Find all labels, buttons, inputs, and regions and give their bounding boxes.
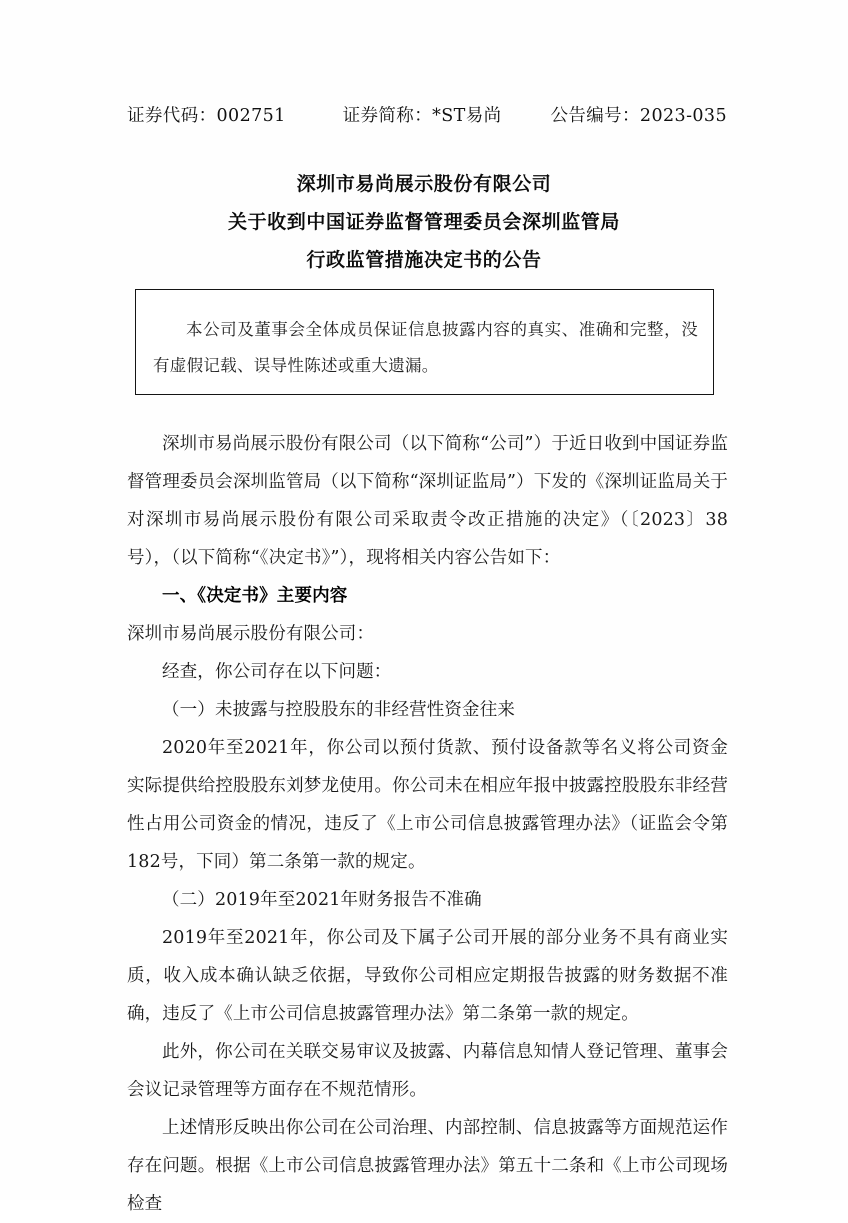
body-paragraph-additional: 此外，你公司在关联交易审议及披露、内幕信息知情人登记管理、董事会会议记录管理等方面存在不规范情形。 (127, 1042, 728, 1100)
security-code: 证券代码：002751 (127, 106, 286, 126)
body-paragraph-findings-lead: 经查，你公司存在以下问题： (162, 662, 392, 682)
document-header-meta (127, 102, 727, 127)
title-line-type: 行政监管措施决定书的公告 (306, 249, 542, 271)
body-paragraph-finding-two: 2019年至2021年，你公司及下属子公司开展的部分业务不具有商业实质，收入成本确认缺乏依据，导致你公司相应定期报告披露的财务数据不准确，违反了《上市公司信息披露管理办法》第二条第一款的规定。 (127, 928, 728, 1024)
notice-number: 公告编号：2023-035 (550, 106, 727, 126)
security-abbreviation: 证券简称：*ST易尚 (342, 106, 502, 126)
title-line-company: 深圳市易尚展示股份有限公司 (296, 173, 552, 195)
body-paragraph-conclusion: 上述情形反映出你公司在公司治理、内部控制、信息披露等方面规范运作存在问题。根据《上市公司信息披露管理办法》第五十二条和《上市公司现场检查 (127, 1118, 728, 1214)
body-paragraph-finding-one: 2020年至2021年，你公司以预付货款、预付设备款等名义将公司资金实际提供给控股股东刘梦龙使用。你公司未在相应年报中披露控股股东非经营性占用公司资金的情况，违反了《上市公司信息披露管理办法》（证监会令第182号，下同）第二条第一款的规定。 (127, 738, 728, 872)
disclaimer-text: 本公司及董事会全体成员保证信息披露内容的真实、准确和完整，没有虚假记载、误导性陈述或重大遗漏。 (153, 320, 698, 375)
document-body (127, 425, 728, 1223)
subsection-heading-two: （二）2019年至2021年财务报告不准确 (162, 890, 482, 910)
title-line-subject: 关于收到中国证券监督管理委员会深圳监管局 (227, 211, 620, 233)
body-paragraph-addressee: 深圳市易尚展示股份有限公司： (127, 624, 375, 644)
subsection-heading-one: （一）未披露与控股股东的非经营性资金往来 (162, 700, 515, 720)
document-title (0, 165, 848, 279)
disclaimer-box (135, 289, 714, 395)
body-paragraph-intro: 深圳市易尚展示股份有限公司（以下简称“公司”）于近日收到中国证券监督管理委员会深圳监管局（以下简称“深圳证监局”）下发的《深圳证监局关于对深圳市易尚展示股份有限公司采取责令改正措施的决定》（〔2023〕38号），（以下简称“《决定书》”），现将相关内容公告如下： (127, 434, 728, 568)
section-heading-one: 一、《决定书》主要内容 (162, 586, 348, 606)
